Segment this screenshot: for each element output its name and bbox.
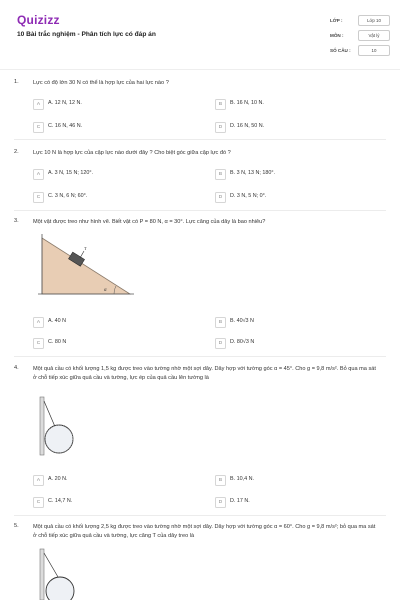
question-text: Lực 10 N là hợp lực của cặp lực nào dưới đây ? Cho biệt góc giữa cặp lực đó ?: [33, 150, 231, 156]
option-text: B. 16 N, 10 N.: [230, 100, 264, 106]
option-b[interactable]: [215, 99, 375, 110]
question-number: 4.: [14, 365, 19, 371]
meta-subject: [330, 30, 390, 41]
option-text: C. 16 N, 46 N.: [48, 123, 83, 129]
option-letter: A: [33, 475, 44, 486]
question-divider: [14, 515, 386, 516]
question-number: 1.: [14, 79, 19, 85]
question-count-value: 10: [358, 45, 390, 56]
meta-count: [330, 45, 390, 56]
option-letter: A: [33, 99, 44, 110]
subject-value: Vật lý: [358, 30, 390, 41]
option-letter: C: [33, 497, 44, 508]
option-b[interactable]: [215, 317, 375, 328]
hanging-ball-figure: [36, 395, 86, 457]
option-letter: B: [215, 475, 226, 486]
question-divider: [14, 210, 386, 211]
option-c[interactable]: [33, 338, 193, 349]
option-text: A. 40 N: [48, 318, 66, 324]
option-letter: D: [215, 497, 226, 508]
option-text: C. 80 N: [48, 339, 67, 345]
option-text: C. 14,7 N.: [48, 498, 73, 504]
option-letter: A: [33, 317, 44, 328]
option-text: A. 12 N, 12 N.: [48, 100, 82, 106]
document-title: 10 Bài trắc nghiệm - Phân tích lực có đáp án: [17, 31, 156, 38]
incline-figure: [36, 232, 136, 298]
meta-grade: [330, 15, 390, 26]
hanging-ball-figure: [36, 547, 86, 600]
question-text: Một quả cầu có khối lượng 2,5 kg được treo vào tường nhờ một sợi dây. Dây hợp với tường góc α = 60°. Cho g = 9,8 m/s²; bỏ qua ma sát ở chỗ tiếp xúc giữa quả cầu và tường, lực căng T của dây treo là: [33, 524, 376, 539]
option-a[interactable]: [33, 99, 193, 110]
option-c[interactable]: [33, 192, 193, 203]
question-divider: [14, 139, 386, 140]
grade-label: LỚP :: [330, 18, 343, 23]
grade-value: Lớp 10: [358, 15, 390, 26]
option-text: A. 20 N.: [48, 476, 68, 482]
option-letter: B: [215, 169, 226, 180]
option-text: C. 3 N, 6 N; 60°.: [48, 193, 88, 199]
header-divider: [0, 69, 400, 70]
angle-label: α: [104, 288, 107, 293]
question-number: 2.: [14, 149, 19, 155]
option-letter: C: [33, 122, 44, 133]
page-header: [0, 0, 400, 70]
option-d[interactable]: [215, 497, 375, 508]
option-c[interactable]: [33, 497, 193, 508]
option-letter: B: [215, 99, 226, 110]
question-divider: [14, 356, 386, 357]
option-b[interactable]: [215, 169, 375, 180]
string-label: T: [84, 246, 87, 251]
option-a[interactable]: [33, 475, 193, 486]
option-letter: D: [215, 338, 226, 349]
option-d[interactable]: [215, 338, 375, 349]
question-number: 3.: [14, 218, 19, 224]
option-b[interactable]: [215, 475, 375, 486]
option-c[interactable]: [33, 122, 193, 133]
option-a[interactable]: [33, 169, 193, 180]
option-letter: D: [215, 192, 226, 203]
question-text: Một vật được treo như hình vẽ. Biết vật có P = 80 N, α = 30°. Lực căng của dây là bao nhiêu?: [33, 219, 266, 225]
option-letter: C: [33, 338, 44, 349]
question-text: Lực có độ lớn 30 N có thể là hợp lực của hai lực nào ?: [33, 80, 169, 86]
subject-label: MÔN :: [330, 33, 344, 38]
option-text: D. 80√3 N: [230, 339, 255, 345]
option-letter: B: [215, 317, 226, 328]
question-number: 5.: [14, 523, 19, 529]
quizizz-logo: Quizizz: [17, 13, 60, 27]
question-text: Một quả cầu có khối lượng 1,5 kg được treo vào tường nhờ một sợi dây. Dây hợp với tường góc α = 45°. Cho g = 9,8 m/s². Bỏ qua ma sát ở chỗ tiếp xúc giữa quả cầu và tường, lực ép của quả cầu lên tường là: [33, 366, 376, 381]
option-text: D. 3 N, 5 N; 0°.: [230, 193, 267, 199]
option-letter: A: [33, 169, 44, 180]
option-text: B. 3 N, 13 N; 180°.: [230, 170, 276, 176]
question-count-label: SỐ CÂU :: [330, 48, 351, 53]
option-d[interactable]: [215, 192, 375, 203]
option-text: B. 10,4 N.: [230, 476, 254, 482]
option-d[interactable]: [215, 122, 375, 133]
option-text: D. 16 N, 50 N.: [230, 123, 265, 129]
option-letter: D: [215, 122, 226, 133]
option-text: B. 40√3 N: [230, 318, 254, 324]
option-letter: C: [33, 192, 44, 203]
option-a[interactable]: [33, 317, 193, 328]
option-text: D. 17 N.: [230, 498, 250, 504]
option-text: A. 3 N, 15 N; 120°.: [48, 170, 94, 176]
